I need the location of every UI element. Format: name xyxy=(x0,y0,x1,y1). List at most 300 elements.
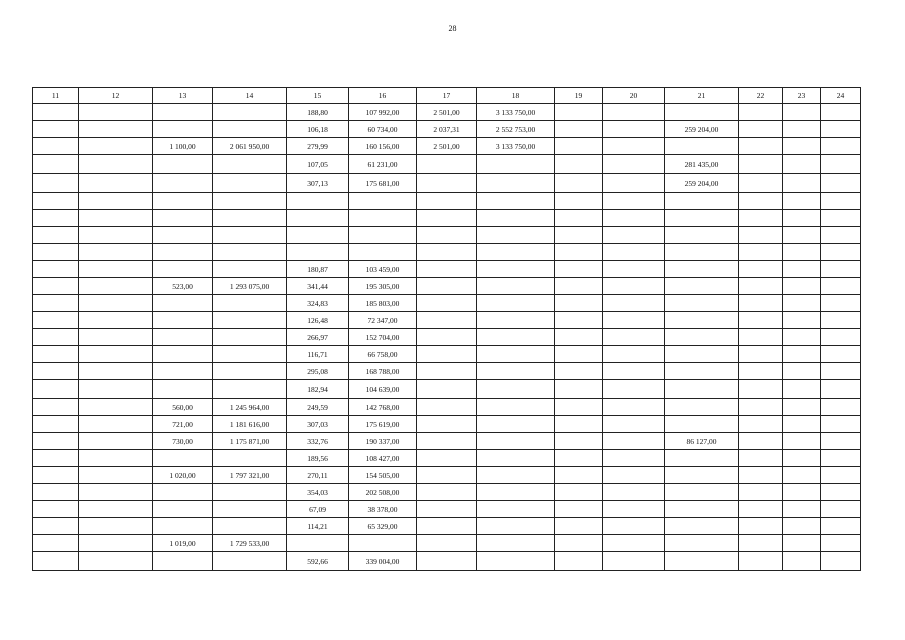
table-cell: 1 245 964,00 xyxy=(213,399,287,416)
table-cell: 38 378,00 xyxy=(349,501,417,518)
table-cell xyxy=(349,227,417,244)
table-cell xyxy=(603,138,665,155)
table-cell: 3 133 750,00 xyxy=(477,138,555,155)
table-cell xyxy=(783,193,821,210)
table-cell xyxy=(603,380,665,399)
table-cell xyxy=(33,138,79,155)
table-cell xyxy=(665,329,739,346)
table-cell xyxy=(477,329,555,346)
table-cell xyxy=(79,518,153,535)
table-cell xyxy=(821,501,861,518)
table-cell xyxy=(783,346,821,363)
table-cell xyxy=(783,104,821,121)
table-cell: 168 788,00 xyxy=(349,363,417,380)
table-cell: 67,09 xyxy=(287,501,349,518)
table-cell xyxy=(79,278,153,295)
table-cell xyxy=(739,295,783,312)
table-cell xyxy=(417,552,477,571)
table-cell xyxy=(287,210,349,227)
table-row xyxy=(33,261,861,278)
table-cell: 560,00 xyxy=(153,399,213,416)
column-header: 11 xyxy=(33,88,79,104)
table-cell: 160 156,00 xyxy=(349,138,417,155)
table-cell xyxy=(477,174,555,193)
table-cell xyxy=(153,244,213,261)
table-cell xyxy=(477,193,555,210)
table-cell xyxy=(555,433,603,450)
table-cell: 1 175 871,00 xyxy=(213,433,287,450)
table-cell: 3 133 750,00 xyxy=(477,104,555,121)
table-cell xyxy=(555,363,603,380)
table-row xyxy=(33,380,861,399)
table-cell: 108 427,00 xyxy=(349,450,417,467)
table-row xyxy=(33,121,861,138)
table-cell: 295,08 xyxy=(287,363,349,380)
table-cell xyxy=(739,380,783,399)
table-cell: 1 100,00 xyxy=(153,138,213,155)
table-cell xyxy=(477,380,555,399)
table-cell xyxy=(477,155,555,174)
table-cell xyxy=(153,552,213,571)
table-cell xyxy=(555,210,603,227)
table-cell xyxy=(349,210,417,227)
table-cell xyxy=(79,467,153,484)
table-cell xyxy=(33,484,79,501)
table-cell: 126,48 xyxy=(287,312,349,329)
table-cell xyxy=(821,312,861,329)
table-row xyxy=(33,552,861,571)
table-cell xyxy=(477,484,555,501)
table-cell xyxy=(477,535,555,552)
table-cell xyxy=(213,104,287,121)
table-cell xyxy=(555,552,603,571)
table-cell xyxy=(33,261,79,278)
table-cell: 339 004,00 xyxy=(349,552,417,571)
table-cell xyxy=(821,467,861,484)
table-cell xyxy=(33,244,79,261)
table-cell xyxy=(555,104,603,121)
table-cell xyxy=(287,227,349,244)
table-cell xyxy=(739,210,783,227)
table-cell xyxy=(79,416,153,433)
table-cell xyxy=(153,363,213,380)
table-cell xyxy=(603,484,665,501)
table-cell xyxy=(665,278,739,295)
table-cell xyxy=(555,467,603,484)
table-cell xyxy=(555,535,603,552)
table-cell xyxy=(417,295,477,312)
table-cell xyxy=(477,501,555,518)
table-cell xyxy=(783,121,821,138)
table-cell xyxy=(603,501,665,518)
table-cell xyxy=(739,433,783,450)
table-cell xyxy=(33,433,79,450)
table-cell xyxy=(477,346,555,363)
table-cell xyxy=(555,484,603,501)
table-cell xyxy=(33,210,79,227)
table-cell xyxy=(79,295,153,312)
table-cell xyxy=(603,416,665,433)
table-cell: 103 459,00 xyxy=(349,261,417,278)
table-cell xyxy=(821,210,861,227)
table-cell xyxy=(417,416,477,433)
table-cell xyxy=(213,329,287,346)
table-cell xyxy=(603,467,665,484)
table-cell xyxy=(417,535,477,552)
table-cell xyxy=(213,484,287,501)
table-cell xyxy=(555,193,603,210)
table-cell xyxy=(79,244,153,261)
table-cell xyxy=(79,138,153,155)
table-cell xyxy=(603,399,665,416)
table-cell xyxy=(33,467,79,484)
table-cell: 61 231,00 xyxy=(349,155,417,174)
table-cell xyxy=(153,380,213,399)
table-cell xyxy=(287,535,349,552)
table-cell xyxy=(477,450,555,467)
table-cell xyxy=(213,121,287,138)
table-row xyxy=(33,312,861,329)
table-cell xyxy=(603,552,665,571)
table-cell xyxy=(783,552,821,571)
table-cell xyxy=(153,295,213,312)
table-cell xyxy=(555,227,603,244)
table-cell xyxy=(153,518,213,535)
table-cell xyxy=(477,433,555,450)
table-row xyxy=(33,484,861,501)
table-cell: 72 347,00 xyxy=(349,312,417,329)
table-cell xyxy=(603,450,665,467)
table-cell xyxy=(665,138,739,155)
table-cell xyxy=(603,295,665,312)
table-cell xyxy=(739,174,783,193)
table-cell xyxy=(79,329,153,346)
table-cell: 270,11 xyxy=(287,467,349,484)
table-cell xyxy=(477,261,555,278)
table-cell: 175 619,00 xyxy=(349,416,417,433)
table-cell xyxy=(153,104,213,121)
table-cell xyxy=(739,346,783,363)
table-cell xyxy=(213,380,287,399)
table-cell xyxy=(33,380,79,399)
column-header: 19 xyxy=(555,88,603,104)
table-cell xyxy=(739,278,783,295)
table-cell: 1 729 533,00 xyxy=(213,535,287,552)
table-cell xyxy=(417,193,477,210)
table-cell: 107 992,00 xyxy=(349,104,417,121)
table-cell xyxy=(153,450,213,467)
table-cell xyxy=(665,104,739,121)
table-cell: 259 204,00 xyxy=(665,121,739,138)
table-cell xyxy=(33,278,79,295)
table-cell xyxy=(213,450,287,467)
table-cell xyxy=(821,329,861,346)
table-cell xyxy=(665,399,739,416)
table-cell xyxy=(79,399,153,416)
table-cell xyxy=(665,467,739,484)
table-cell xyxy=(287,193,349,210)
table-cell xyxy=(739,155,783,174)
table-cell xyxy=(213,244,287,261)
table-cell xyxy=(739,244,783,261)
table-cell xyxy=(783,210,821,227)
table-cell xyxy=(821,121,861,138)
table-cell xyxy=(287,244,349,261)
table-cell xyxy=(603,121,665,138)
table-cell: 332,76 xyxy=(287,433,349,450)
table-cell xyxy=(665,227,739,244)
table-cell xyxy=(821,552,861,571)
table-cell xyxy=(417,433,477,450)
table-cell xyxy=(783,244,821,261)
table-cell: 2 037,31 xyxy=(417,121,477,138)
table-cell xyxy=(417,329,477,346)
table-cell xyxy=(555,155,603,174)
table-cell xyxy=(477,244,555,261)
table-cell xyxy=(603,261,665,278)
table-cell xyxy=(783,278,821,295)
table-row xyxy=(33,467,861,484)
table-cell xyxy=(603,433,665,450)
table-cell xyxy=(555,416,603,433)
table-cell xyxy=(417,261,477,278)
table-cell xyxy=(821,278,861,295)
table-cell xyxy=(821,416,861,433)
table-cell xyxy=(783,380,821,399)
table-cell xyxy=(603,244,665,261)
table-cell xyxy=(665,450,739,467)
table-cell xyxy=(79,193,153,210)
table-cell: 66 758,00 xyxy=(349,346,417,363)
table-cell xyxy=(783,535,821,552)
table-cell xyxy=(603,278,665,295)
table-cell xyxy=(821,380,861,399)
table-cell xyxy=(417,399,477,416)
table-cell: 195 305,00 xyxy=(349,278,417,295)
table-cell: 106,18 xyxy=(287,121,349,138)
table-cell xyxy=(213,155,287,174)
table-cell: 116,71 xyxy=(287,346,349,363)
table-cell: 249,59 xyxy=(287,399,349,416)
table-cell xyxy=(213,210,287,227)
table-cell xyxy=(33,552,79,571)
table-cell xyxy=(821,227,861,244)
header-row xyxy=(33,88,861,104)
table-cell xyxy=(739,501,783,518)
table-cell: 307,13 xyxy=(287,174,349,193)
table-cell xyxy=(33,155,79,174)
table-cell xyxy=(477,399,555,416)
table-cell xyxy=(739,399,783,416)
table-cell xyxy=(417,312,477,329)
table-cell xyxy=(821,244,861,261)
table-cell xyxy=(555,380,603,399)
table-cell: 190 337,00 xyxy=(349,433,417,450)
table-cell xyxy=(213,552,287,571)
table-cell xyxy=(33,227,79,244)
column-header: 22 xyxy=(739,88,783,104)
table-cell xyxy=(821,174,861,193)
table-cell xyxy=(33,295,79,312)
table-row xyxy=(33,244,861,261)
table-cell xyxy=(821,484,861,501)
table-cell xyxy=(33,535,79,552)
table-cell xyxy=(821,295,861,312)
table-cell xyxy=(783,501,821,518)
table-cell xyxy=(417,210,477,227)
table-cell xyxy=(153,312,213,329)
table-cell xyxy=(417,363,477,380)
table-cell xyxy=(555,174,603,193)
table-cell xyxy=(603,329,665,346)
table-cell xyxy=(783,484,821,501)
table-cell xyxy=(739,518,783,535)
table-cell xyxy=(821,433,861,450)
table-cell xyxy=(79,346,153,363)
table-cell xyxy=(555,329,603,346)
table-cell: 523,00 xyxy=(153,278,213,295)
table-cell: 175 681,00 xyxy=(349,174,417,193)
table-cell: 2 501,00 xyxy=(417,138,477,155)
table-cell xyxy=(33,450,79,467)
table-cell xyxy=(79,121,153,138)
table-cell xyxy=(477,295,555,312)
table-cell xyxy=(821,363,861,380)
table-row xyxy=(33,363,861,380)
table-cell xyxy=(213,295,287,312)
table-row xyxy=(33,501,861,518)
table-cell xyxy=(555,312,603,329)
table-cell: 185 803,00 xyxy=(349,295,417,312)
data-table xyxy=(32,87,861,571)
table-cell xyxy=(153,121,213,138)
table-row xyxy=(33,535,861,552)
table-cell xyxy=(477,312,555,329)
table-cell xyxy=(603,346,665,363)
table-cell xyxy=(783,416,821,433)
table-cell xyxy=(665,295,739,312)
table-cell xyxy=(739,193,783,210)
table-cell xyxy=(665,363,739,380)
table-cell: 189,56 xyxy=(287,450,349,467)
table-cell xyxy=(417,484,477,501)
table-cell xyxy=(603,210,665,227)
table-cell xyxy=(33,174,79,193)
table-cell xyxy=(33,329,79,346)
column-header: 17 xyxy=(417,88,477,104)
table-cell xyxy=(153,329,213,346)
column-header: 13 xyxy=(153,88,213,104)
table-cell xyxy=(153,155,213,174)
table-cell xyxy=(417,501,477,518)
table-cell xyxy=(783,467,821,484)
table-cell xyxy=(33,193,79,210)
table-cell xyxy=(555,261,603,278)
table-cell xyxy=(213,261,287,278)
table-cell xyxy=(477,227,555,244)
table-cell: 60 734,00 xyxy=(349,121,417,138)
table-cell xyxy=(603,312,665,329)
column-header: 16 xyxy=(349,88,417,104)
table-cell xyxy=(79,312,153,329)
table-cell xyxy=(739,312,783,329)
table-cell: 86 127,00 xyxy=(665,433,739,450)
table-cell xyxy=(349,244,417,261)
table-cell xyxy=(603,155,665,174)
table-cell xyxy=(33,363,79,380)
table-row xyxy=(33,227,861,244)
table-cell xyxy=(153,174,213,193)
table-cell xyxy=(79,210,153,227)
table-cell xyxy=(477,518,555,535)
table-cell xyxy=(665,244,739,261)
table-cell xyxy=(783,363,821,380)
table-cell xyxy=(665,210,739,227)
table-cell xyxy=(665,416,739,433)
table-cell xyxy=(783,155,821,174)
table-cell xyxy=(417,174,477,193)
table-cell xyxy=(153,484,213,501)
table-cell xyxy=(665,346,739,363)
table-cell: 154 505,00 xyxy=(349,467,417,484)
table-cell xyxy=(417,244,477,261)
table-cell xyxy=(79,174,153,193)
table-cell xyxy=(555,399,603,416)
table-cell xyxy=(417,450,477,467)
table-cell: 65 329,00 xyxy=(349,518,417,535)
table-cell xyxy=(739,552,783,571)
table-cell xyxy=(417,518,477,535)
table-cell xyxy=(33,501,79,518)
table-row xyxy=(33,346,861,363)
table-cell xyxy=(33,399,79,416)
table-cell: 266,97 xyxy=(287,329,349,346)
table-cell: 152 704,00 xyxy=(349,329,417,346)
table-cell xyxy=(555,346,603,363)
table-cell xyxy=(739,261,783,278)
table-cell xyxy=(665,312,739,329)
table-cell: 1 181 616,00 xyxy=(213,416,287,433)
table-cell xyxy=(153,193,213,210)
table-cell xyxy=(783,450,821,467)
table-row xyxy=(33,433,861,450)
table-cell xyxy=(79,552,153,571)
table-cell xyxy=(477,210,555,227)
table-cell xyxy=(555,295,603,312)
column-header: 24 xyxy=(821,88,861,104)
table-cell xyxy=(33,312,79,329)
table-cell xyxy=(603,174,665,193)
table-cell xyxy=(783,174,821,193)
table-cell xyxy=(783,433,821,450)
table-cell xyxy=(153,261,213,278)
table-cell xyxy=(79,433,153,450)
table-row xyxy=(33,450,861,467)
table-cell xyxy=(783,518,821,535)
column-header: 23 xyxy=(783,88,821,104)
table-cell xyxy=(783,312,821,329)
table-cell: 2 061 950,00 xyxy=(213,138,287,155)
table-cell xyxy=(33,346,79,363)
column-header: 18 xyxy=(477,88,555,104)
table-cell xyxy=(33,416,79,433)
table-row xyxy=(33,329,861,346)
table-cell xyxy=(821,138,861,155)
table-cell xyxy=(213,227,287,244)
table-row xyxy=(33,295,861,312)
table-cell xyxy=(821,450,861,467)
table-cell xyxy=(821,193,861,210)
